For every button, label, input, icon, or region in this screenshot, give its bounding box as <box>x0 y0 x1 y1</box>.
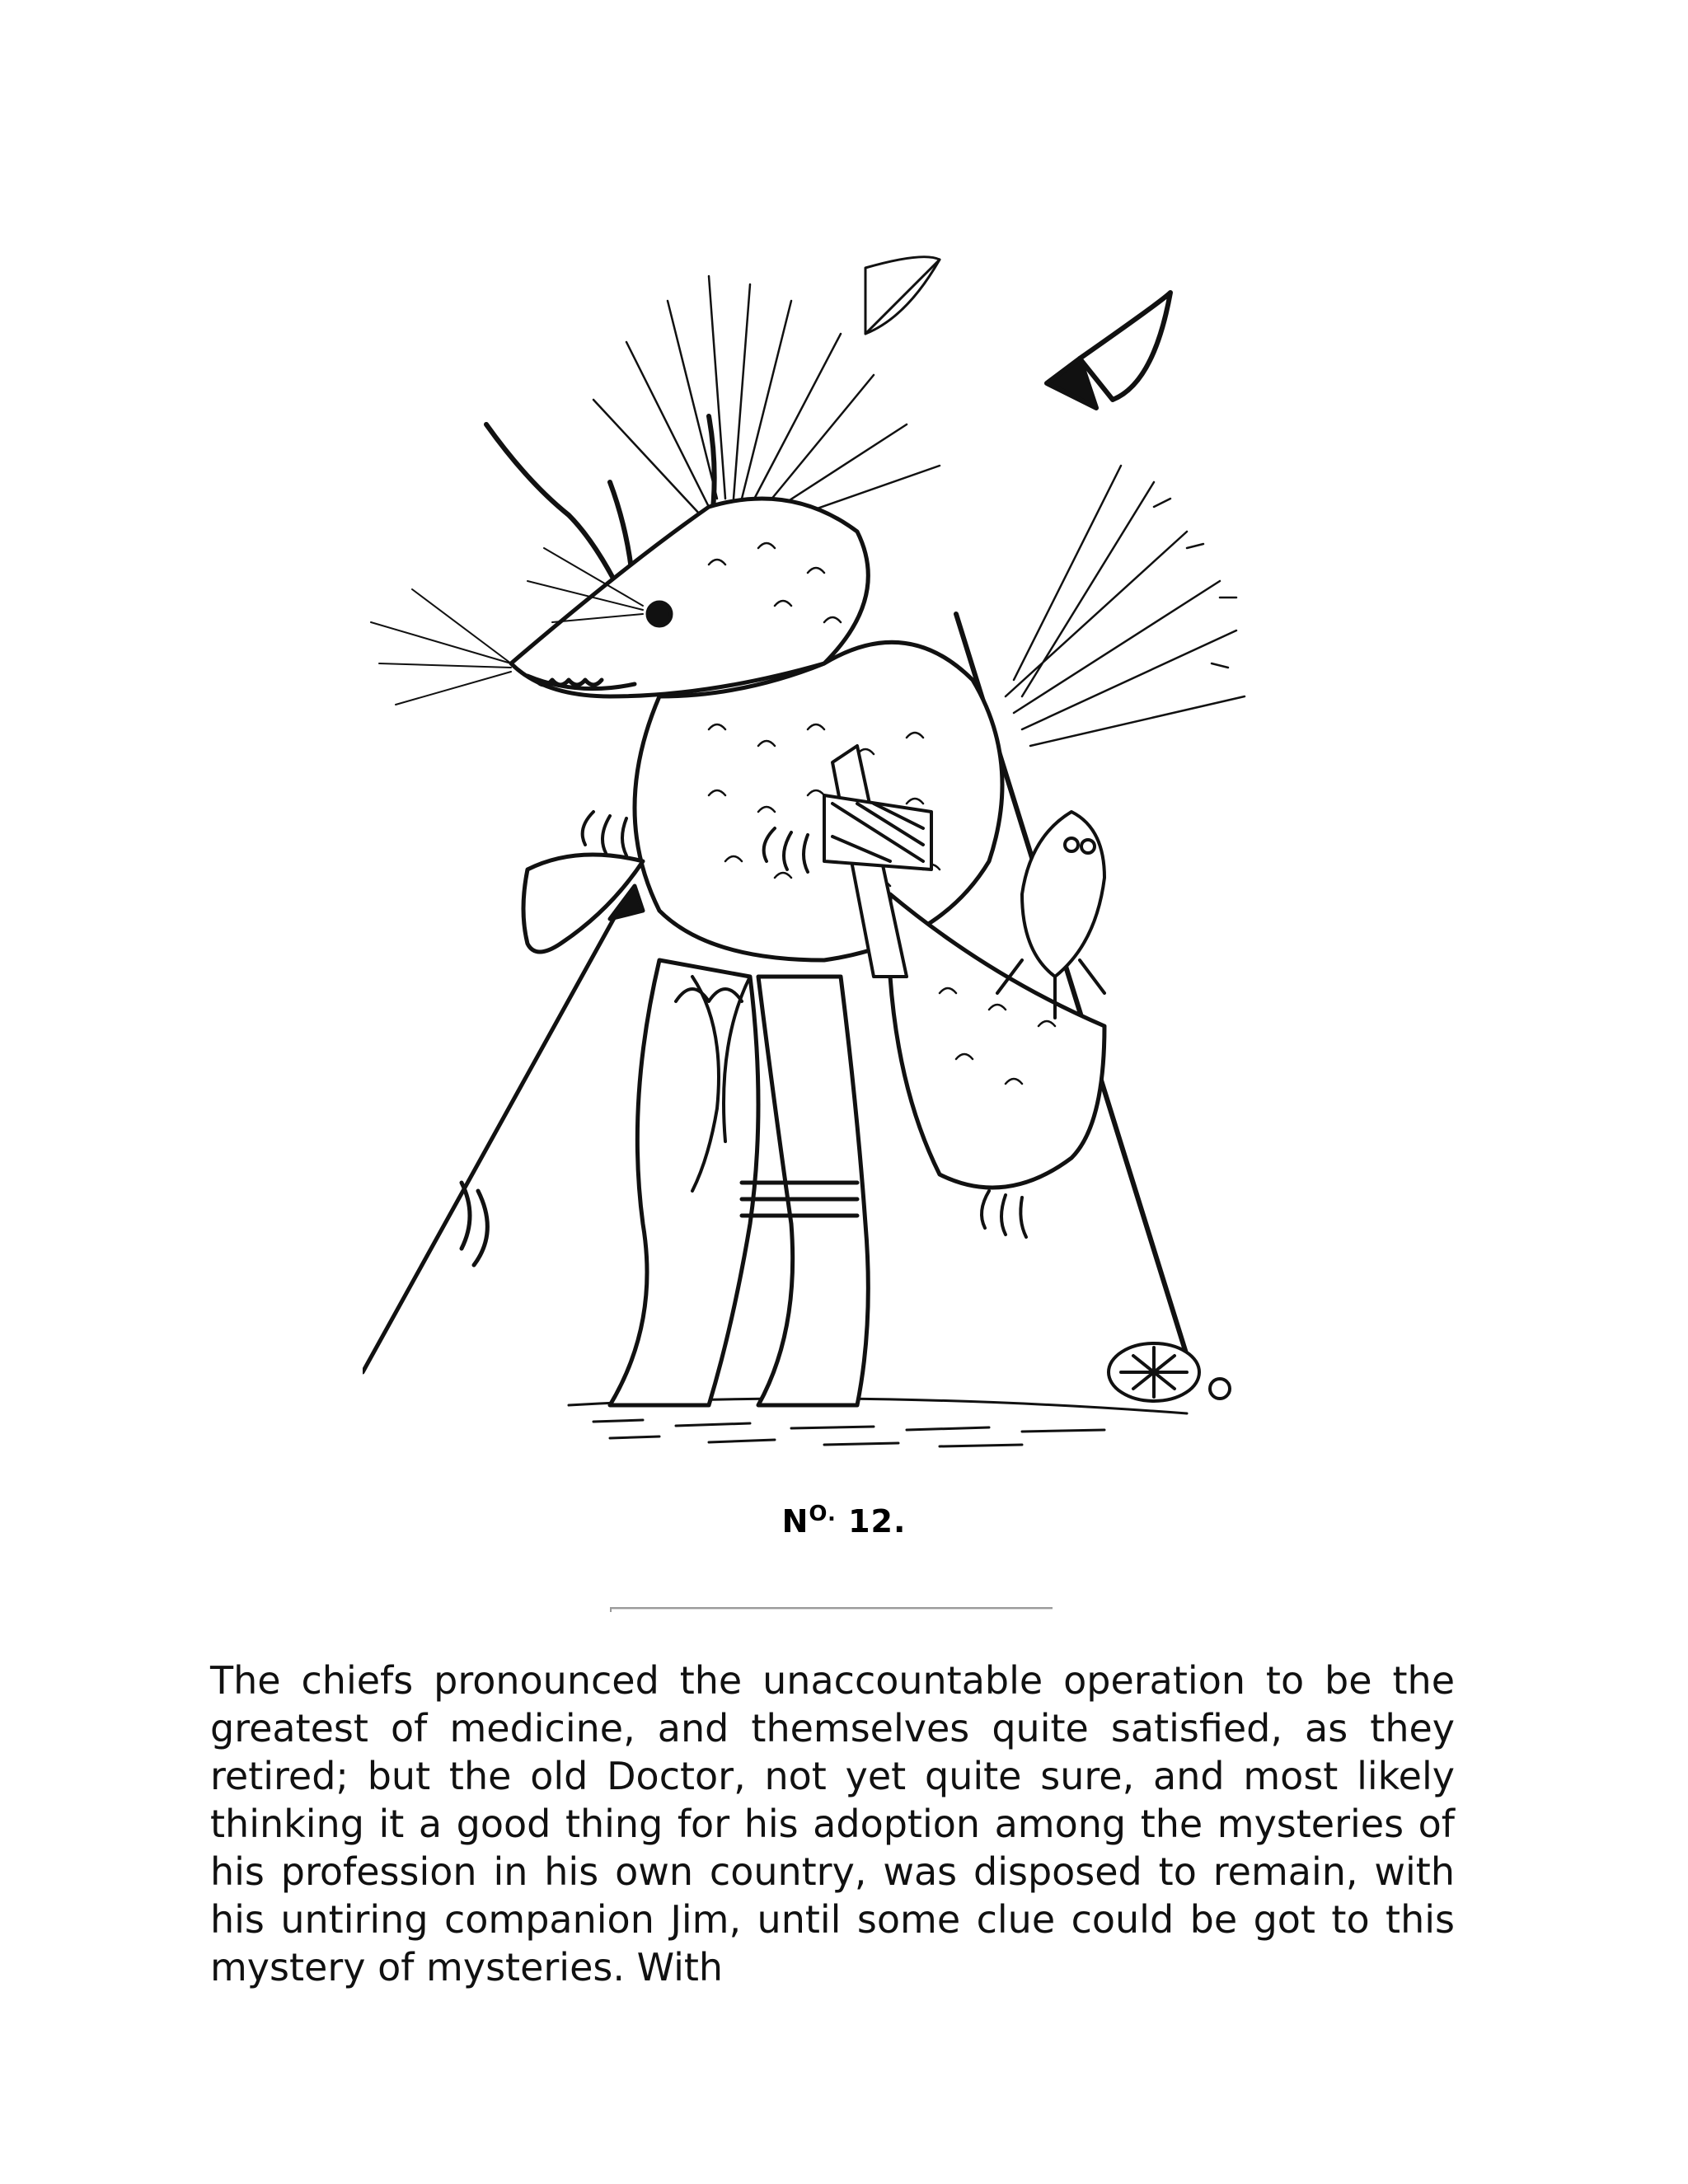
plate-number-value: 12. <box>848 1503 907 1540</box>
plate-number <box>0 1502 1688 1540</box>
plate-number-prefix: N <box>781 1503 809 1540</box>
turtle-rattle <box>1109 1343 1230 1401</box>
body-paragraph: The chiefs pronounced the unaccountable operation to be the greatest of medicine, and themselves quite satisfied, as they retired; but the old Doctor, not yet quite sure, and most likely thinking it a good thing for his adoption among the mysteries of his profession in his own country, was disposed to remain, with his untiring companion Jim, until some clue could be got to this mystery of mysteries. With <box>210 1658 1455 1990</box>
horizontal-rule <box>610 1607 1053 1610</box>
figure-legs <box>610 960 868 1405</box>
spear <box>363 886 643 1372</box>
foliage-bundle <box>1006 466 1245 746</box>
plate-illustration <box>363 235 1302 1455</box>
feather <box>865 257 940 334</box>
plate-number-superscript: O. <box>809 1502 837 1526</box>
